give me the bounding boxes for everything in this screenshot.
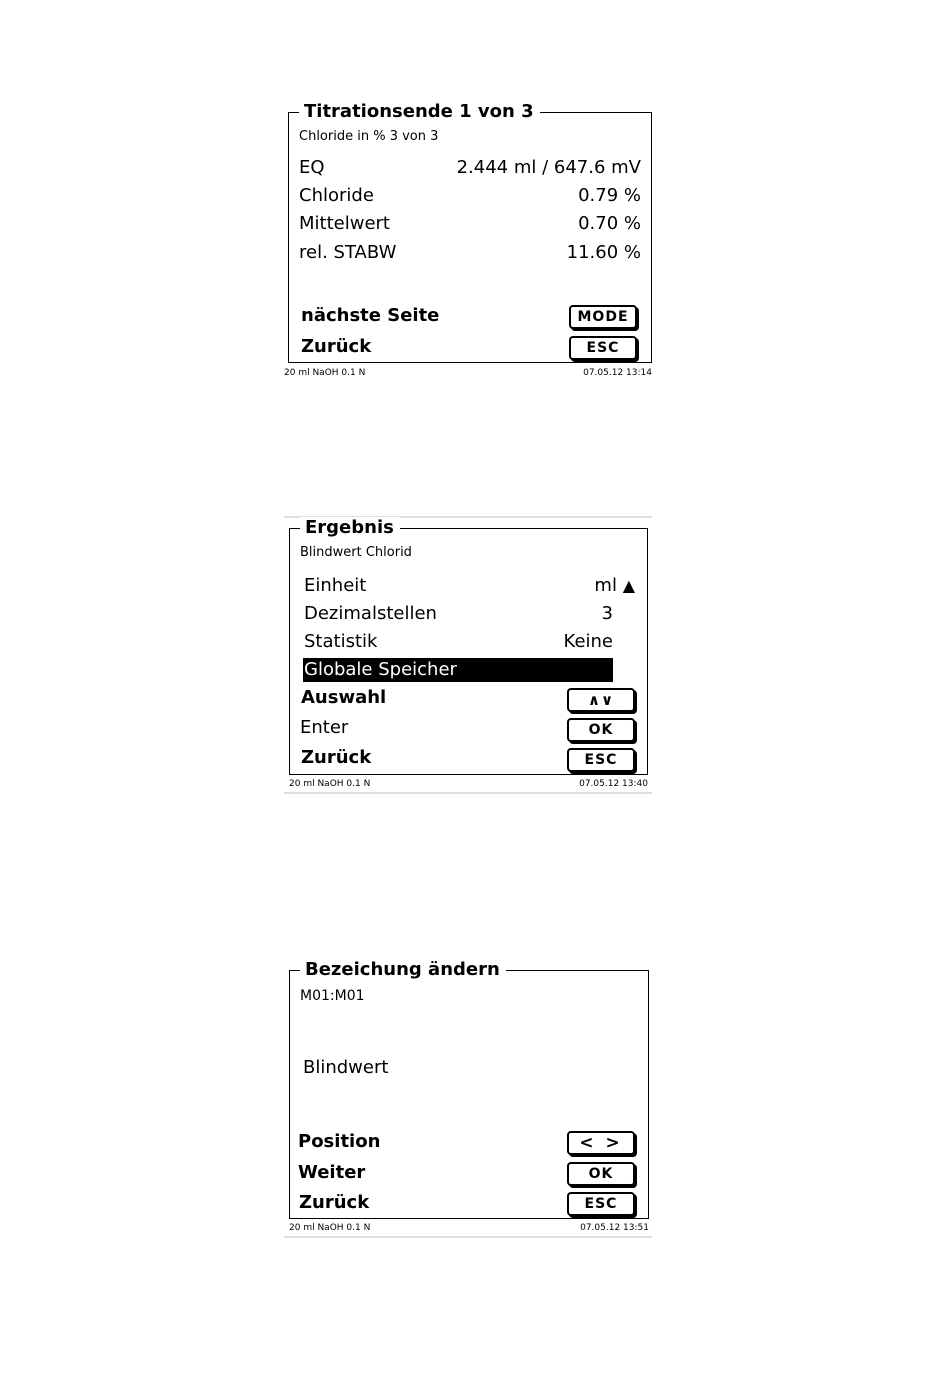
row-label: Statistik xyxy=(304,631,378,652)
status-reagent: 20 ml NaOH 0.1 N xyxy=(289,1223,371,1233)
status-bar xyxy=(289,1223,649,1234)
action-back: Zurück xyxy=(299,1192,370,1213)
status-reagent: 20 ml NaOH 0.1 N xyxy=(284,368,366,378)
param-row-globale-speicher-selected[interactable] xyxy=(303,658,613,682)
action-position: Position xyxy=(298,1131,381,1152)
ok-key-button[interactable]: OK xyxy=(567,1162,635,1186)
action-select: Auswahl xyxy=(301,687,387,708)
esc-key-button[interactable]: ESC xyxy=(567,748,635,772)
triangle-up-icon: ▲ xyxy=(622,576,635,595)
status-bar xyxy=(289,779,648,790)
screen-title: Titrationsende 1 von 3 xyxy=(299,101,540,123)
result-row-stabw xyxy=(299,241,641,265)
row-value: 0.70 % xyxy=(578,213,641,234)
row-label: Einheit xyxy=(304,575,367,596)
name-input-field[interactable] xyxy=(303,1056,638,1080)
status-reagent: 20 ml NaOH 0.1 N xyxy=(289,779,371,789)
row-value: ml xyxy=(594,575,617,596)
esc-key-button[interactable]: ESC xyxy=(569,336,637,360)
status-datetime: 07.05.12 13:51 xyxy=(580,1223,649,1233)
row-label: Chloride xyxy=(299,185,374,206)
row-label: Globale Speicher xyxy=(304,659,457,680)
left-right-key-button[interactable]: < > xyxy=(567,1131,635,1155)
row-value: 0.79 % xyxy=(578,185,641,206)
screen-subtitle: Chloride in % 3 von 3 xyxy=(299,129,439,144)
screen-bottom-line xyxy=(284,792,652,794)
status-datetime: 07.05.12 13:40 xyxy=(579,779,648,789)
row-value: 2.444 ml / 647.6 mV xyxy=(456,157,641,178)
row-value: Keine xyxy=(563,631,613,652)
screen-titrationsende xyxy=(284,101,652,382)
action-enter: Enter xyxy=(300,717,349,738)
screen-title: Ergebnis xyxy=(300,517,400,539)
screen-bezeichnung-aendern xyxy=(284,959,652,1240)
screen-subtitle: M01:M01 xyxy=(300,988,365,1004)
action-back: Zurück xyxy=(301,747,372,768)
screen-subtitle: Blindwert Chlorid xyxy=(300,545,412,560)
row-label: Dezimalstellen xyxy=(304,603,437,624)
action-back: Zurück xyxy=(301,336,372,357)
param-row-dezimalstellen[interactable] xyxy=(304,602,613,626)
row-label: rel. STABW xyxy=(299,242,397,263)
screen-frame xyxy=(289,959,649,1219)
row-value-wrap xyxy=(594,574,635,598)
esc-key-button[interactable]: ESC xyxy=(567,1192,635,1216)
screen-frame xyxy=(289,517,648,775)
result-row-chloride xyxy=(299,184,641,208)
mode-key-button[interactable]: MODE xyxy=(569,305,637,329)
row-value: 3 xyxy=(601,603,613,624)
row-label: Mittelwert xyxy=(299,213,390,234)
screen-title: Bezeichung ändern xyxy=(300,959,506,981)
ok-key-button[interactable]: OK xyxy=(567,718,635,742)
action-next: Weiter xyxy=(298,1162,366,1183)
result-row-eq xyxy=(299,156,641,180)
row-label: EQ xyxy=(299,157,325,178)
name-value: Blindwert xyxy=(303,1057,389,1078)
screen-ergebnis xyxy=(284,517,652,798)
status-bar xyxy=(284,368,652,379)
up-down-key-button[interactable]: ∧∨ xyxy=(567,688,635,712)
param-row-einheit[interactable] xyxy=(304,574,635,598)
action-next-page: nächste Seite xyxy=(301,305,440,326)
status-datetime: 07.05.12 13:14 xyxy=(583,368,652,378)
result-row-mittelwert xyxy=(299,212,641,236)
param-row-statistik[interactable] xyxy=(304,630,613,654)
screen-bottom-line xyxy=(284,1236,652,1238)
row-value: 11.60 % xyxy=(566,242,641,263)
screen-frame xyxy=(288,101,652,363)
